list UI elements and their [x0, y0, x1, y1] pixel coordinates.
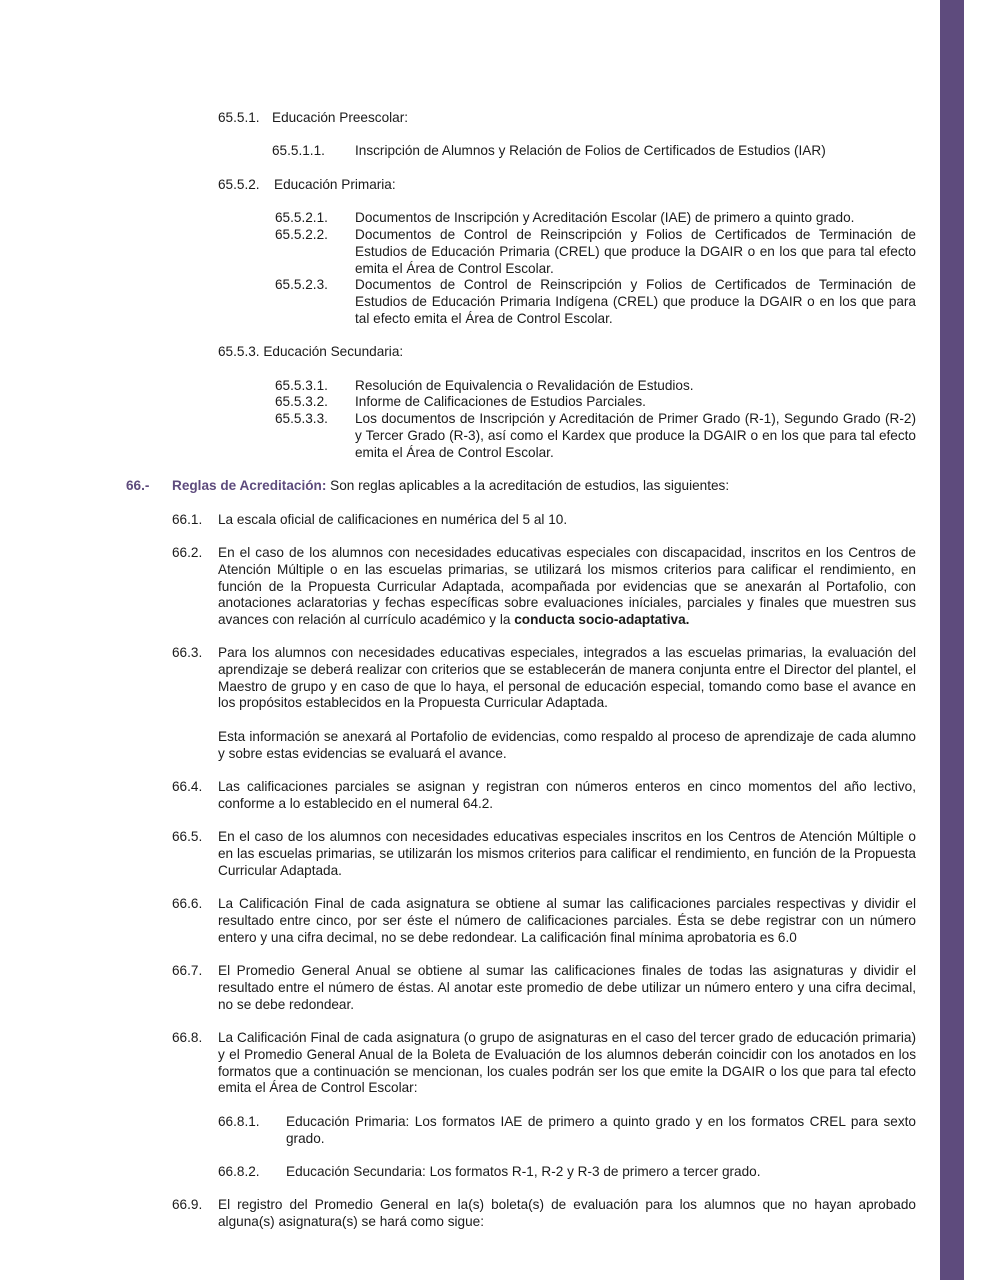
section-66-2: [172, 545, 916, 629]
section-body: En el caso de los alumnos con necesidades educativas especiales con discapacidad, inscritos en los Centros de Atención Múltiple o en las escuelas primarias, se utilizará los mismos criterios para calificar el rendimiento, en función de la Propuesta Curricular Adaptada, acompañada por evidencias que se anexarán al Portafolio, con anotaciones aclaratorias y fechas específicas sobre evaluaciones iníciales, parciales y finales que muestren sus avances con relación al currículo académico y la: [218, 545, 916, 628]
section-intro: Son reglas aplicables a la acreditación de estudios, las siguientes:: [326, 478, 730, 493]
section-title: Reglas de Acreditación:: [172, 478, 327, 493]
section-number: 66.4.: [172, 779, 203, 794]
section-number: 65.5.1.1.: [272, 143, 325, 158]
section-text: La Calificación Final de cada asignatura se obtiene al sumar las calificaciones parciales respectivas y dividir el resultado entre cinco, por ser éste el número de calificaciones parciales. Ésta se debe registrar con un número entero y una cifra decimal, no se debe redondear. La calificación final mínima aprobatoria es 6.0: [218, 896, 916, 945]
page-side-bar: [940, 0, 964, 1280]
section-number: 65.5.2.3.: [275, 277, 328, 292]
section-66-9: [172, 1197, 916, 1231]
section-65-5-3-3: [275, 411, 916, 461]
section-65-5-2-3: [275, 277, 916, 327]
section-66-8: [172, 1030, 916, 1097]
section-number: 66.8.: [172, 1030, 203, 1045]
section-text: Resolución de Equivalencia o Revalidación de Estudios.: [355, 378, 694, 393]
section-text: Las calificaciones parciales se asignan y registran con números enteros en cinco momentos del año lectivo, conforme a lo establecido en el numeral 64.2.: [218, 779, 916, 811]
section-heading: Educación Preescolar:: [272, 110, 409, 125]
section-number: 65.5.3.1.: [275, 378, 328, 393]
section-text: Informe de Calificaciones de Estudios Parciales.: [355, 394, 646, 409]
section-number: 66.8.1.: [218, 1114, 260, 1129]
section-65-5-3-1: [275, 378, 916, 395]
section-number: 65.5.3.2.: [275, 394, 328, 409]
section-text: Educación Secundaria: Los formatos R-1, R-2 y R-3 de primero a tercer grado.: [286, 1164, 761, 1179]
section-number: 65.5.2.: [218, 177, 260, 192]
section-65-5-2-2: [275, 227, 916, 277]
section-text: Los documentos de Inscripción y Acreditación de Primer Grado (R-1), Segundo Grado (R-2) y Tercer Grado (R-3), así como el Kardex que produce la DGAIR o en los que para tal efecto emita el Área de Control Escolar.: [355, 411, 916, 460]
section-text: La Calificación Final de cada asignatura (o grupo de asignaturas en el caso del tercer grado de educación primaria) y el Promedio General Anual de la Boleta de Evaluación de los alumnos deberán coincidir con los anotados en los formatos que a continuación se mencionan, los cuales podrán ser los que emite la DGAIR o los que para tal efecto emita el Área de Control Escolar:: [218, 1030, 916, 1096]
section-number: 66.9.: [172, 1197, 203, 1212]
section-emphasis: conducta socio-adaptativa.: [514, 612, 690, 628]
section-65-5-1-1: [272, 143, 918, 160]
section-text: Documentos de Inscripción y Acreditación Escolar (IAE) de primero a quinto grado.: [355, 210, 855, 225]
section-number: 65.5.3.3.: [275, 411, 328, 426]
section-heading: Educación Primaria:: [274, 177, 396, 192]
section-66-4: [172, 779, 916, 813]
section-66-1: [172, 512, 916, 529]
section-number: 66.-: [126, 478, 150, 493]
section-number: 66.7.: [172, 963, 203, 978]
section-65-5-3-heading: 65.5.3. Educación Secundaria:: [218, 344, 404, 359]
section-number: 66.6.: [172, 896, 203, 911]
section-text: Educación Primaria: Los formatos IAE de primero a quinto grado y en los formatos CREL para sexto grado.: [286, 1114, 916, 1146]
section-66-8-2: [218, 1164, 916, 1181]
section-text: Documentos de Control de Reinscripción y Folios de Certificados de Terminación de Estudios de Educación Primaria Indígena (CREL) que produce la DGAIR o en los que para tal efecto emita el Área de Control Escolar.: [355, 277, 916, 326]
section-66-7: [172, 963, 916, 1013]
section-text: [218, 545, 916, 629]
section-text: En el caso de los alumnos con necesidades educativas especiales inscritos en los Centros de Atención Múltiple o en las escuelas primarias, se utilizarán los mismos criterios para calificar el rendimiento, en función de la Propuesta Curricular Adaptada.: [218, 829, 916, 878]
section-65-5-2-1: [275, 210, 916, 227]
section-65-5-3-2: [275, 394, 916, 411]
section-number: 66.1.: [172, 512, 203, 527]
section-number: 65.5.1.: [218, 110, 260, 125]
section-number: 66.2.: [172, 545, 203, 560]
section-paragraph: Para los alumnos con necesidades educativas especiales, integrados a las escuelas primarias, la evaluación del aprendizaje se deberá realizar con criterios que se establecerán de manera conjunta entre el Director del plantel, el Maestro de grupo y en caso de que lo haya, el personal de educación especial, tomando como base el avance en los propósitos establecidos en la Propuesta Curricular Adaptada.: [218, 645, 916, 711]
section-65-5-2: [218, 177, 918, 194]
section-66-3: [172, 645, 916, 763]
section-text: Documentos de Control de Reinscripción y Folios de Certificados de Terminación de Estudios de Educación Primaria (CREL) que produce la DGAIR o en los que para tal efecto emita el Área de Control Escolar.: [355, 227, 916, 276]
section-text: La escala oficial de calificaciones en numérica del 5 al 10.: [218, 512, 568, 527]
section-number: 65.5.2.1.: [275, 210, 328, 225]
section-66-8-1: [218, 1114, 916, 1148]
section-66: [126, 478, 918, 495]
section-paragraph: Esta información se anexará al Portafolio de evidencias, como respaldo al proceso de aprendizaje de cada alumno y sobre estas evidencias se evaluará el avance.: [218, 728, 916, 761]
section-number: 66.3.: [172, 645, 203, 660]
section-number: 65.5.2.2.: [275, 227, 328, 242]
section-number: 66.8.2.: [218, 1164, 260, 1179]
section-text: El Promedio General Anual se obtiene al sumar las calificaciones finales de todas las asignaturas y dividir el resultado entre el número de éstas. Al anotar este promedio de debe utilizar un número entero y una cifra decimal, no se debe redondear.: [218, 963, 916, 1012]
section-text: El registro del Promedio General en la(s) boleta(s) de evaluación para los alumnos que no hayan aprobado alguna(s) asignatura(s) se hará como sigue:: [218, 1197, 916, 1229]
section-65-5-1: [218, 110, 918, 127]
section-number: 66.5.: [172, 829, 203, 844]
section-text: Inscripción de Alumnos y Relación de Folios de Certificados de Estudios (IAR): [355, 143, 826, 158]
section-66-6: [172, 896, 916, 946]
section-text: [218, 645, 916, 763]
section-66-5: [172, 829, 916, 879]
section-text: [172, 478, 918, 495]
